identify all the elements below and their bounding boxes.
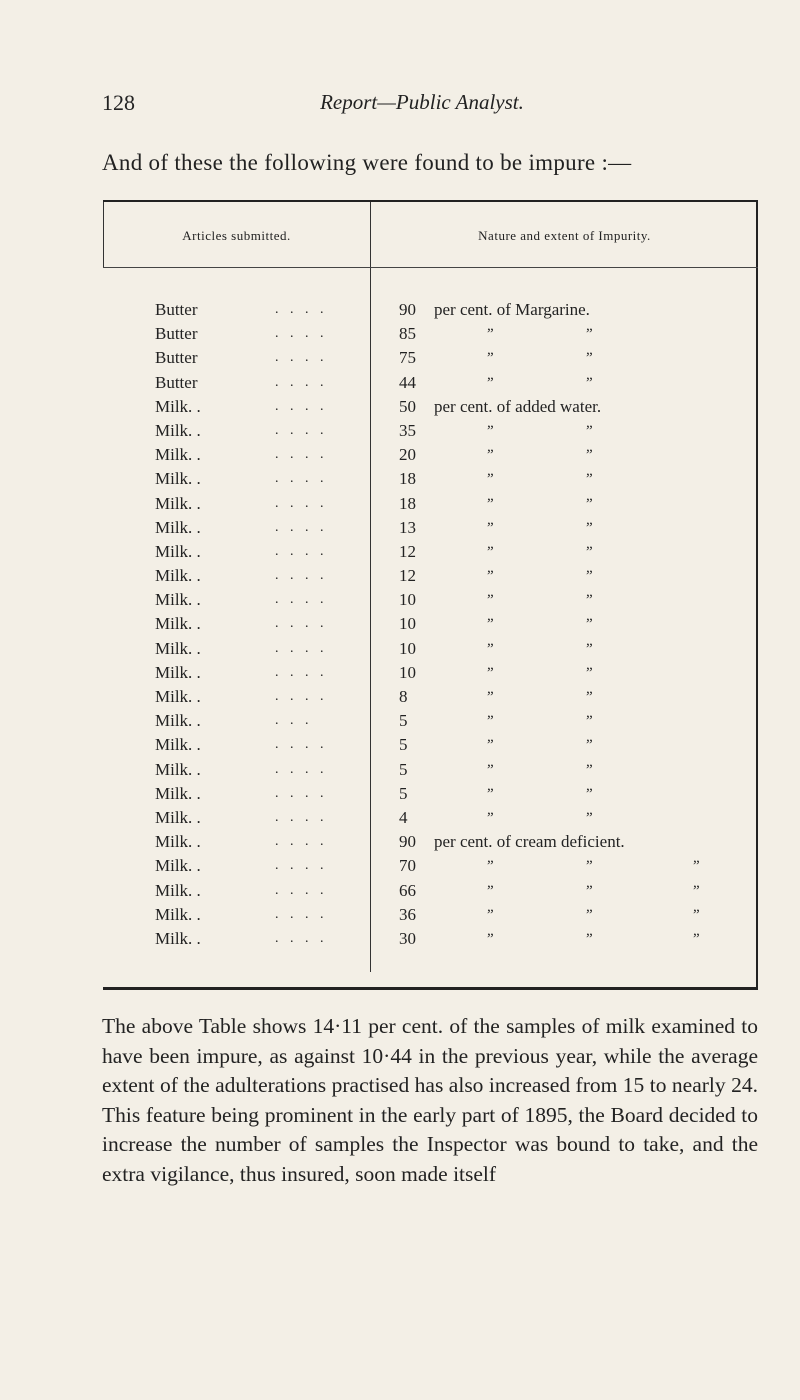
column-header-articles: Articles submitted. [182,228,291,243]
ditto-mark: ” [487,350,494,367]
article-name: Milk. . [155,493,201,513]
table-row [103,564,758,588]
ditto-mark: ” [487,471,494,488]
leader-dots: . . . . [275,737,328,753]
table-row [103,419,758,443]
ditto-mark: ” [586,809,593,826]
leader-dots: . . . . [275,568,328,584]
page-number: 128 [102,90,135,115]
impurity-value: 10 [399,662,416,682]
ditto-mark: ” [586,447,593,464]
leader-dots: . . . . [275,930,328,946]
table-row [103,540,758,564]
leader-dots: . . . . [275,326,328,342]
ditto-mark: ” [487,543,494,560]
ditto-mark: ” [487,447,494,464]
ditto-mark: ” [586,664,593,681]
article-name: Milk. . [155,783,201,803]
ditto-mark: ” [586,326,593,343]
ditto-mark: ” [487,785,494,802]
article-name: Milk. . [155,541,201,561]
article-name: Milk. . [155,711,201,731]
ditto-mark: ” [586,350,593,367]
leader-dots: . . . . [275,906,328,922]
article-name: Butter [155,324,198,344]
impurity-value: 66 [399,880,416,900]
table-row [103,927,758,951]
ditto-mark: ” [586,737,593,754]
article-name: Milk. . [155,396,201,416]
table-row [103,443,758,467]
table-row [103,903,758,927]
table-row [103,758,758,782]
ditto-mark: ” [487,519,494,536]
table-row [103,879,758,903]
table-row [103,782,758,806]
leader-dots: . . . . [275,519,328,535]
impurity-value: 18 [399,493,416,513]
page-header [102,90,742,120]
article-name: Milk. . [155,807,201,827]
article-name: Milk. . [155,590,201,610]
table-row [103,733,758,757]
ditto-mark: ” [586,495,593,512]
table-row [103,854,758,878]
impurity-value: 12 [399,566,416,586]
leader-dots: . . . . [275,809,328,825]
table-bottom-rule [103,987,758,990]
article-name: Milk. . [155,832,201,852]
ditto-mark: ” [487,882,494,899]
ditto-mark: ” [586,761,593,778]
ditto-mark: ” [586,713,593,730]
impurity-value: 5 [399,711,408,731]
ditto-mark: ” [586,689,593,705]
article-name: Milk. . [155,662,201,682]
intro-sentence: And of these the following were found to be impure :— [102,150,632,175]
ditto-mark: ” [586,374,593,391]
table-row [103,830,758,854]
ditto-mark: ” [487,495,494,512]
impurity-value: 12 [399,541,416,561]
impurity-value: 5 [399,783,408,803]
ditto-mark: ” [487,592,494,609]
table-row [103,661,758,685]
ditto-mark: ” [586,616,593,633]
running-title: Report—Public Analyst. [320,90,524,114]
article-name: Milk. . [155,614,201,634]
ditto-mark: ” [586,858,593,875]
table-top-rule [103,200,758,202]
impurity-description: per cent. of Margarine. [434,300,590,319]
ditto-mark: ” [586,882,593,899]
impurity-value: 4 [399,807,408,827]
body-paragraph: The above Table shows 14·11 per cent. of the samples of milk examined to have been impure, as against 10·44 in the previous year, while the average extent of the adulterations practised has also increased from 15 to nearly 24. This feature being prominent in the early part of 1895, the Board decided to increase the number of samples the Inspector was bound to take, and the extra vigilance, thus insured, soon made itself [102,1014,758,1186]
impurity-value: 20 [399,445,416,465]
article-name: Milk. . [155,566,201,586]
leader-dots: . . . . [275,858,328,874]
leader-dots: . . . . [275,350,328,366]
table-row [103,588,758,612]
article-name: Milk. . [155,687,201,706]
leader-dots: . . . [275,713,313,729]
leader-dots: . . . . [275,495,328,511]
table-row [103,516,758,540]
leader-dots: . . . . [275,616,328,632]
leader-dots: . . . . [275,422,328,438]
leader-dots: . . . . [275,689,328,704]
article-name: Milk. . [155,469,201,489]
column-header-nature: Nature and extent of Impurity. [478,228,651,243]
article-name: Milk. . [155,420,201,440]
ditto-mark: ” [586,519,593,536]
article-name: Butter [155,300,198,319]
ditto-mark: ” [586,592,593,609]
leader-dots: . . . . [275,640,328,656]
ditto-mark: ” [693,930,700,947]
article-name: Butter [155,372,198,392]
ditto-mark: ” [487,616,494,633]
ditto-mark: ” [693,882,700,899]
header-rule [103,267,758,268]
impurity-table [103,200,758,990]
ditto-mark: ” [487,761,494,778]
ditto-mark: ” [487,906,494,923]
impurity-value: 10 [399,638,416,658]
ditto-mark: ” [586,543,593,560]
impurity-value: 90 [399,300,416,319]
table-row [103,637,758,661]
ditto-mark: ” [487,737,494,754]
ditto-mark: ” [586,930,593,947]
impurity-value: 36 [399,904,416,924]
ditto-mark: ” [487,689,494,705]
leader-dots: . . . . [275,785,328,801]
impurity-value: 8 [399,687,408,706]
table-body [103,298,758,951]
leader-dots: . . . . [275,543,328,559]
ditto-mark: ” [487,930,494,947]
table-row [103,346,758,370]
impurity-value: 10 [399,590,416,610]
table-row [103,806,758,830]
table-row [103,467,758,491]
article-name: Milk. . [155,856,201,876]
table-row [103,685,758,709]
leader-dots: . . . . [275,447,328,463]
ditto-mark: ” [487,640,494,657]
table-row [103,492,758,516]
article-name: Milk. . [155,735,201,755]
impurity-value: 18 [399,469,416,489]
ditto-mark: ” [487,422,494,439]
article-name: Milk. . [155,445,201,465]
ditto-mark: ” [693,906,700,923]
table-row [103,322,758,346]
impurity-value: 44 [399,372,416,392]
impurity-value: 5 [399,735,408,755]
leader-dots: . . . . [275,374,328,390]
table-row [103,709,758,733]
leader-dots: . . . . [275,471,328,487]
impurity-value: 5 [399,759,408,779]
ditto-mark: ” [586,471,593,488]
impurity-value: 70 [399,856,416,876]
leader-dots: . . . . [275,592,328,608]
ditto-mark: ” [693,858,700,875]
leader-dots: . . . . [275,302,328,317]
leader-dots: . . . . [275,664,328,680]
impurity-description: per cent. of cream deficient. [434,832,625,852]
ditto-mark: ” [487,374,494,391]
ditto-mark: ” [487,858,494,875]
ditto-mark: ” [586,568,593,585]
impurity-value: 13 [399,517,416,537]
impurity-value: 50 [399,396,416,416]
ditto-mark: ” [586,640,593,657]
ditto-mark: ” [586,906,593,923]
ditto-mark: ” [487,713,494,730]
table-row [103,612,758,636]
ditto-mark: ” [487,326,494,343]
article-name: Milk. . [155,759,201,779]
leader-dots: . . . . [275,761,328,777]
table-row [103,395,758,419]
ditto-mark: ” [487,664,494,681]
impurity-value: 90 [399,832,416,852]
article-name: Milk. . [155,880,201,900]
leader-dots: . . . . [275,834,328,850]
table-row [103,371,758,395]
article-name: Milk. . [155,638,201,658]
ditto-mark: ” [487,568,494,585]
table-row [103,298,758,322]
impurity-value: 10 [399,614,416,634]
ditto-mark: ” [586,422,593,439]
ditto-mark: ” [586,785,593,802]
article-name: Milk. . [155,517,201,537]
impurity-value: 75 [399,348,416,368]
impurity-value: 30 [399,928,416,948]
leader-dots: . . . . [275,398,328,414]
impurity-value: 85 [399,324,416,344]
impurity-description: per cent. of added water. [434,396,602,416]
leader-dots: . . . . [275,882,328,898]
article-name: Milk. . [155,904,201,924]
article-name: Butter [155,348,198,368]
ditto-mark: ” [487,809,494,826]
article-name: Milk. . [155,928,201,948]
impurity-value: 35 [399,420,416,440]
